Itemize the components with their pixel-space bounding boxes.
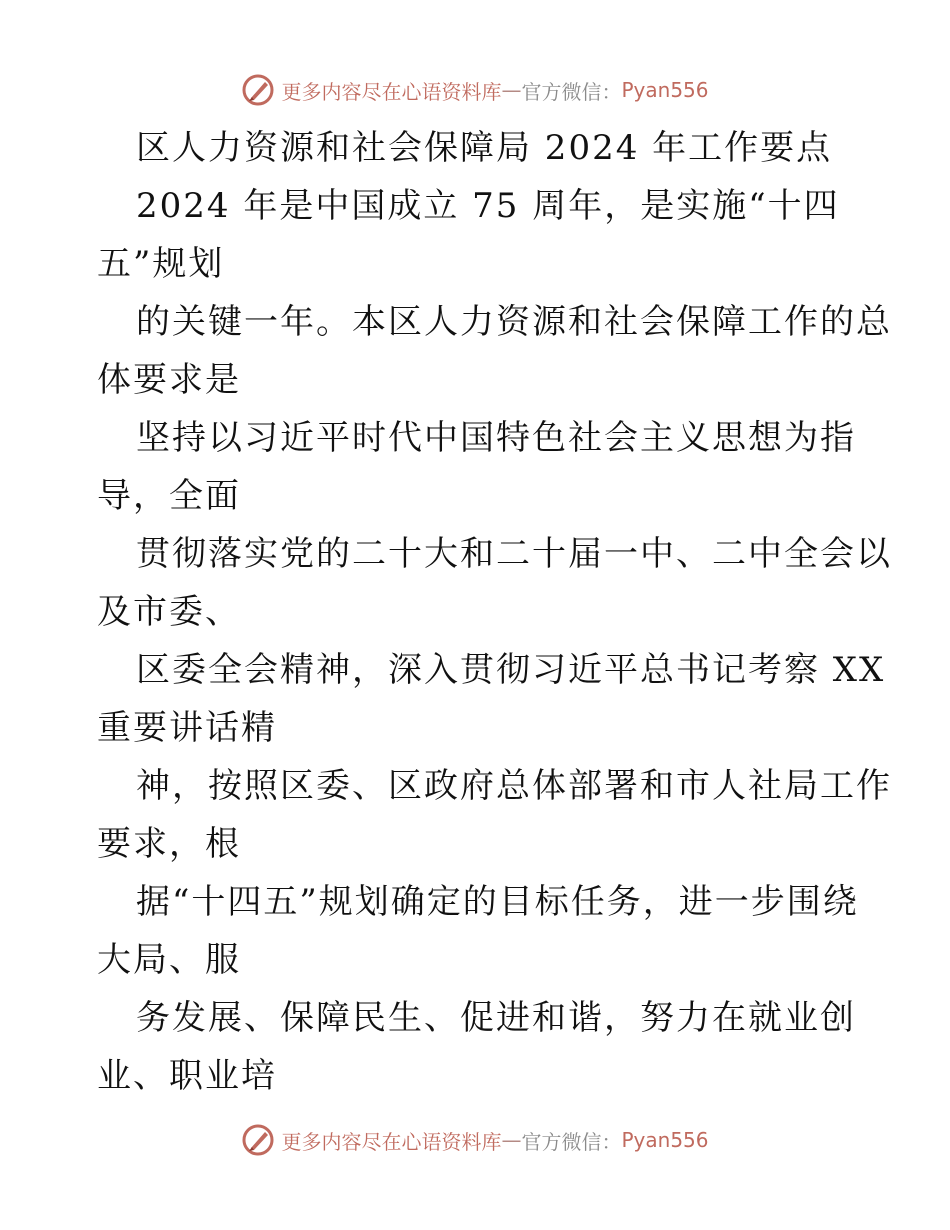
banner-prefix: 更多内容尽在心语资料库 xyxy=(281,1129,502,1154)
document-title: 区人力资源和社会保障局 2024 年工作要点 xyxy=(136,128,833,168)
banner-dash: — xyxy=(501,78,522,102)
paragraph-line: 五”规划 xyxy=(97,244,225,284)
banner-handle: Pyan556 xyxy=(621,78,709,102)
paragraph-line: 坚持以习近平时代中国特色社会主义思想为指 xyxy=(136,418,856,458)
paragraph-line: 大局、服 xyxy=(97,940,241,980)
paragraph-line: 及市委、 xyxy=(97,592,241,632)
banner-handle: Pyan556 xyxy=(621,1128,709,1152)
paragraph-line: 体要求是 xyxy=(97,360,241,400)
banner-official: 官方微信： xyxy=(521,79,622,104)
paragraph-line: 神，按照区委、区政府总体部署和市人社局工作 xyxy=(136,766,892,806)
paragraph-line: 的关键一年。本区人力资源和社会保障工作的总 xyxy=(136,302,892,342)
paragraph-line: 2024 年是中国成立 75 周年，是实施“十四 xyxy=(136,186,840,226)
footer-banner xyxy=(0,1120,950,1160)
paragraph-line: 业、职业培 xyxy=(97,1056,277,1096)
banner-official: 官方微信： xyxy=(521,1129,622,1154)
paragraph-line: 要求，根 xyxy=(97,824,241,864)
paragraph-line: 务发展、保障民生、促进和谐，努力在就业创 xyxy=(136,998,856,1038)
quill-pen-logo-icon xyxy=(241,1123,275,1157)
paragraph-line: 重要讲话精 xyxy=(97,708,277,748)
paragraph-line: 贯彻落实党的二十大和二十届一中、二中全会以 xyxy=(136,534,892,574)
paragraph-line: 据“十四五”规划确定的目标任务，进一步围绕 xyxy=(136,882,859,922)
paragraph-line: 区委全会精神，深入贯彻习近平总书记考察 XX xyxy=(136,650,886,690)
banner-prefix: 更多内容尽在心语资料库 xyxy=(281,79,502,104)
quill-pen-logo-icon xyxy=(241,73,275,107)
header-banner xyxy=(0,70,950,110)
paragraph-line: 导，全面 xyxy=(97,476,241,516)
banner-dash: — xyxy=(501,1128,522,1152)
